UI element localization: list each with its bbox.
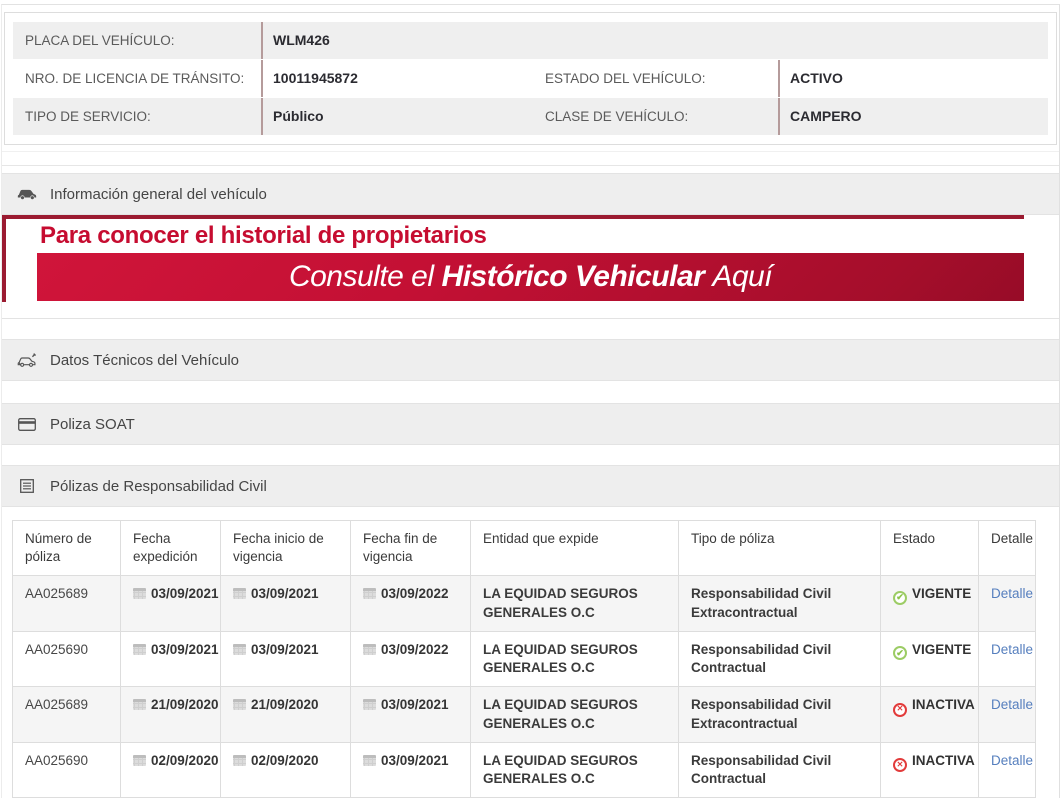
col-header-detalle: Detalle bbox=[979, 521, 1036, 576]
policy-row bbox=[13, 631, 1036, 686]
banner-left-edge bbox=[2, 215, 6, 302]
fecha-inicio: 21/09/2020 bbox=[251, 697, 319, 713]
policies-table bbox=[12, 520, 1036, 798]
fecha-inicio: 03/09/2021 bbox=[251, 641, 319, 657]
policy-row bbox=[13, 576, 1036, 631]
calendar-icon bbox=[133, 755, 146, 766]
section-title: Pólizas de Responsabilidad Civil bbox=[50, 477, 267, 495]
car-icon bbox=[16, 187, 38, 201]
divider bbox=[2, 165, 1059, 166]
summary-row-placa bbox=[13, 22, 1048, 59]
calendar-icon bbox=[233, 755, 246, 766]
historico-banner-panel bbox=[2, 215, 1059, 319]
tipo-poliza: Responsabilidad Civil Contractual bbox=[679, 631, 881, 686]
estado-badge: INACTIVA bbox=[912, 752, 975, 768]
fecha-fin: 03/09/2022 bbox=[381, 586, 449, 602]
calendar-icon bbox=[133, 699, 146, 710]
policy-number: AA025690 bbox=[13, 631, 121, 686]
page-container bbox=[1, 4, 1060, 798]
policy-number: AA025689 bbox=[13, 576, 121, 631]
cross-circle-icon bbox=[893, 703, 907, 717]
section-header-informacion-general[interactable] bbox=[2, 173, 1059, 215]
detalle-link[interactable]: Detalle bbox=[991, 752, 1034, 768]
check-circle-icon bbox=[893, 591, 907, 605]
section-header-poliza-soat[interactable] bbox=[2, 403, 1059, 445]
col-header-entidad: Entidad que expide bbox=[471, 521, 679, 576]
placa-label: PLACA DEL VEHÍCULO: bbox=[25, 33, 175, 48]
clase-vehiculo-value: CAMPERO bbox=[778, 98, 1048, 135]
col-header-estado: Estado bbox=[881, 521, 979, 576]
estado-vehiculo-label: ESTADO DEL VEHÍCULO: bbox=[545, 71, 706, 86]
calendar-icon bbox=[233, 644, 246, 655]
estado-vehiculo-value: ACTIVO bbox=[778, 60, 1048, 97]
policies-header-row bbox=[13, 521, 1036, 576]
calendar-icon bbox=[133, 588, 146, 599]
fecha-fin: 03/09/2021 bbox=[381, 752, 449, 768]
credit-card-icon bbox=[16, 418, 38, 431]
calendar-icon bbox=[233, 588, 246, 599]
calendar-icon bbox=[363, 644, 376, 655]
detalle-link[interactable]: Detalle bbox=[991, 586, 1034, 602]
tipo-poliza: Responsabilidad Civil Extracontractual bbox=[679, 576, 881, 631]
placa-value: WLM426 bbox=[261, 22, 1048, 59]
section-header-datos-tecnicos[interactable] bbox=[2, 339, 1059, 381]
fecha-inicio: 03/09/2021 bbox=[251, 586, 319, 602]
banner-line2-suffix: Aquí bbox=[712, 260, 773, 293]
tipo-poliza: Responsabilidad Civil Extracontractual bbox=[679, 687, 881, 742]
car-service-icon bbox=[16, 353, 38, 368]
col-header-fecha-fin: Fecha fin de vigencia bbox=[351, 521, 471, 576]
col-header-numero: Número de póliza bbox=[13, 521, 121, 576]
summary-row-servicio-clase bbox=[13, 98, 1048, 135]
policy-number: AA025689 bbox=[13, 687, 121, 742]
calendar-icon bbox=[363, 588, 376, 599]
clase-vehiculo-label: CLASE DE VEHÍCULO: bbox=[545, 109, 689, 124]
historico-vehicular-banner[interactable] bbox=[2, 215, 1024, 302]
estado-badge: INACTIVA bbox=[912, 697, 975, 713]
banner-line2-prefix: Consulte el bbox=[288, 260, 434, 293]
fecha-expedicion: 03/09/2021 bbox=[151, 586, 219, 602]
licencia-value: 10011945872 bbox=[261, 60, 533, 97]
fecha-fin: 03/09/2022 bbox=[381, 641, 449, 657]
estado-badge: VIGENTE bbox=[912, 641, 972, 657]
tipo-poliza: Responsabilidad Civil Contractual bbox=[679, 742, 881, 797]
calendar-icon bbox=[363, 755, 376, 766]
fecha-fin: 03/09/2021 bbox=[381, 697, 449, 713]
check-circle-icon bbox=[893, 646, 907, 660]
entidad: LA EQUIDAD SEGUROS GENERALES O.C bbox=[471, 687, 679, 742]
estado-badge: VIGENTE bbox=[912, 586, 972, 602]
list-icon bbox=[16, 479, 38, 493]
banner-line1: Para conocer el historial de propietarios bbox=[40, 222, 487, 249]
fecha-expedicion: 21/09/2020 bbox=[151, 697, 219, 713]
policy-row bbox=[13, 742, 1036, 797]
policy-row bbox=[13, 687, 1036, 742]
tipo-servicio-value: Público bbox=[261, 98, 533, 135]
calendar-icon bbox=[363, 699, 376, 710]
tipo-servicio-label: TIPO DE SERVICIO: bbox=[25, 109, 151, 124]
section-title: Poliza SOAT bbox=[50, 415, 135, 433]
fecha-expedicion: 03/09/2021 bbox=[151, 641, 219, 657]
fecha-inicio: 02/09/2020 bbox=[251, 752, 319, 768]
detalle-link[interactable]: Detalle bbox=[991, 697, 1034, 713]
divider bbox=[2, 151, 1059, 152]
banner-line2[interactable] bbox=[37, 253, 1024, 301]
calendar-icon bbox=[133, 644, 146, 655]
col-header-tipo: Tipo de póliza bbox=[679, 521, 881, 576]
detalle-link[interactable]: Detalle bbox=[991, 641, 1034, 657]
col-header-fecha-expedicion: Fecha expedición bbox=[121, 521, 221, 576]
summary-row-licencia-estado bbox=[13, 60, 1048, 97]
col-header-fecha-inicio: Fecha inicio de vigencia bbox=[221, 521, 351, 576]
policy-number: AA025690 bbox=[13, 742, 121, 797]
cross-circle-icon bbox=[893, 758, 907, 772]
banner-line2-bold: Histórico Vehicular bbox=[441, 260, 705, 293]
section-title: Datos Técnicos del Vehículo bbox=[50, 351, 240, 369]
calendar-icon bbox=[233, 699, 246, 710]
section-title: Información general del vehículo bbox=[50, 185, 267, 203]
banner-top-edge bbox=[2, 215, 1024, 219]
fecha-expedicion: 02/09/2020 bbox=[151, 752, 219, 768]
entidad: LA EQUIDAD SEGUROS GENERALES O.C bbox=[471, 631, 679, 686]
entidad: LA EQUIDAD SEGUROS GENERALES O.C bbox=[471, 742, 679, 797]
section-header-polizas-rc[interactable] bbox=[2, 465, 1059, 507]
licencia-label: NRO. DE LICENCIA DE TRÁNSITO: bbox=[25, 71, 245, 86]
vehicle-summary-panel bbox=[4, 12, 1057, 145]
entidad: LA EQUIDAD SEGUROS GENERALES O.C bbox=[471, 576, 679, 631]
